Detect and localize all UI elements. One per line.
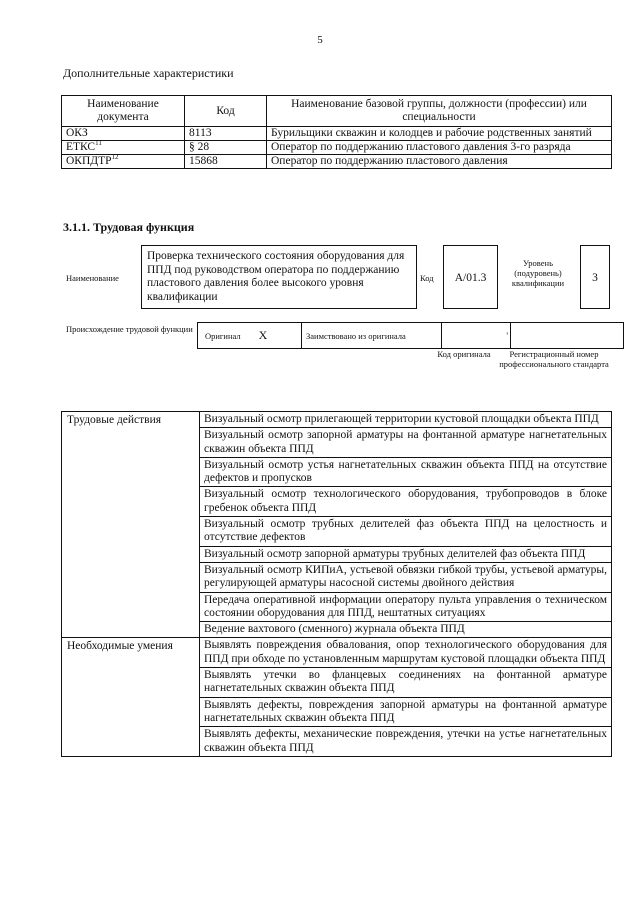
origin-label: Происхождение трудовой функции [66, 324, 193, 334]
characteristics-header-row [62, 96, 612, 127]
action-item: Ведение вахтового (сменного) журнала объекта ППД [200, 622, 612, 638]
characteristics-row [62, 127, 612, 141]
document-cell [62, 141, 185, 155]
function-heading: 3.1.1. Трудовая функция [63, 220, 195, 234]
original-label: Оригинал [205, 331, 241, 341]
footnote-ref: 11 [95, 139, 102, 148]
document-cell [62, 127, 185, 141]
characteristics-row [62, 141, 612, 155]
document-name: ОКЗ [66, 127, 88, 139]
footnote-ref: 12 [111, 153, 119, 162]
original-mark: X [258, 328, 268, 342]
action-item: Визуальный осмотр КИПиА, устьевой обвязки гибкой трубы, устьевой арматуры, регулирующей арматуры насосной системы двойного действия [200, 562, 612, 592]
action-item: Визуальный осмотр прилегающей территории кустовой площадки объекта ППД [200, 412, 612, 428]
origin-table [197, 322, 624, 349]
skills-label: Необходимые умения [62, 638, 200, 756]
action-item: Визуальный осмотр запорной арматуры на фонтанной арматуре нагнетательных скважин объекта ППД [200, 428, 612, 458]
origin-code-caption: Код оригинала [437, 349, 491, 359]
origin-code-cell: ' [442, 323, 511, 349]
code-cell: § 28 [185, 141, 267, 155]
code-cell: 15868 [185, 155, 267, 169]
characteristics-row [62, 155, 612, 169]
function-name-box: Проверка технического состояния оборудования для ППД под руководством оператора по поддержанию пластового давления более высокого уровня квалификации [141, 245, 417, 309]
header-group-name: Наименование базовой группы, должности (профессии) или специальности [267, 96, 612, 127]
document-name: ОКПДТР [66, 155, 112, 167]
actions-label: Трудовые действия [62, 412, 200, 638]
qualification-level-box: 3 [580, 245, 610, 309]
characteristics-body [62, 127, 612, 169]
code-label: Код [420, 273, 434, 283]
skill-item: Выявлять повреждения обвалования, опор технологического оборудования для ППД при обходе по установленным маршрутам кустовой площадки объекта ППД [200, 638, 612, 668]
skill-item: Выявлять дефекты, механические повреждения, утечки на устье нагнетательных скважин объекта ППД [200, 727, 612, 757]
action-item: Визуальный осмотр трубных делителей фаз объекта ППД на целостность и отсутствие дефектов [200, 517, 612, 547]
action-item: Визуальный осмотр устья нагнетательных скважин объекта ППД на отсутствие дефектов и пропусков [200, 457, 612, 487]
page-number: 5 [317, 34, 323, 46]
header-document: Наименование документа [62, 96, 185, 127]
action-row [62, 412, 612, 428]
document-name: ЕТКС [66, 141, 96, 153]
actions-skills-table [61, 411, 612, 757]
original-cell [198, 323, 302, 349]
action-item: Визуальный осмотр технологического оборудования, трубопроводов в блоке гребенок объекта ППД [200, 487, 612, 517]
document-cell [62, 155, 185, 169]
skill-item: Выявлять дефекты, повреждения запорной арматуры на фонтанной арматуре нагнетательных скважин объекта ППД [200, 697, 612, 727]
section-title: Дополнительные характеристики [63, 66, 234, 80]
skill-row [62, 638, 612, 668]
characteristics-table [61, 95, 612, 169]
code-cell: 8113 [185, 127, 267, 141]
name-label: Наименование [66, 273, 119, 283]
action-item: Визуальный осмотр запорной арматуры трубных делителей фаз объекта ППД [200, 546, 612, 562]
skill-item: Выявлять утечки во фланцевых соединениях на фонтанной арматуре нагнетательных скважин объекта ППД [200, 668, 612, 698]
header-code: Код [185, 96, 267, 127]
registration-number-caption: Регистрационный номер профессионального стандарта [499, 349, 609, 369]
borrowed-label: Заимствовано из оригинала [302, 323, 442, 349]
actions-skills-body [62, 412, 612, 757]
group-name-cell: Бурильщики скважин и колодцев и рабочие родственных занятий [267, 127, 612, 141]
registration-number-cell [511, 323, 624, 349]
qualification-level-label: Уровень (подуровень) квалификации [511, 258, 565, 288]
function-code-box: А/01.3 [443, 245, 498, 309]
action-item: Передача оперативной информации оператору пульта управления о техническом состоянии оборудования для ППД, нештатных ситуациях [200, 592, 612, 622]
group-name-cell: Оператор по поддержанию пластового давления 3-го разряда [267, 141, 612, 155]
group-name-cell: Оператор по поддержанию пластового давления [267, 155, 612, 169]
